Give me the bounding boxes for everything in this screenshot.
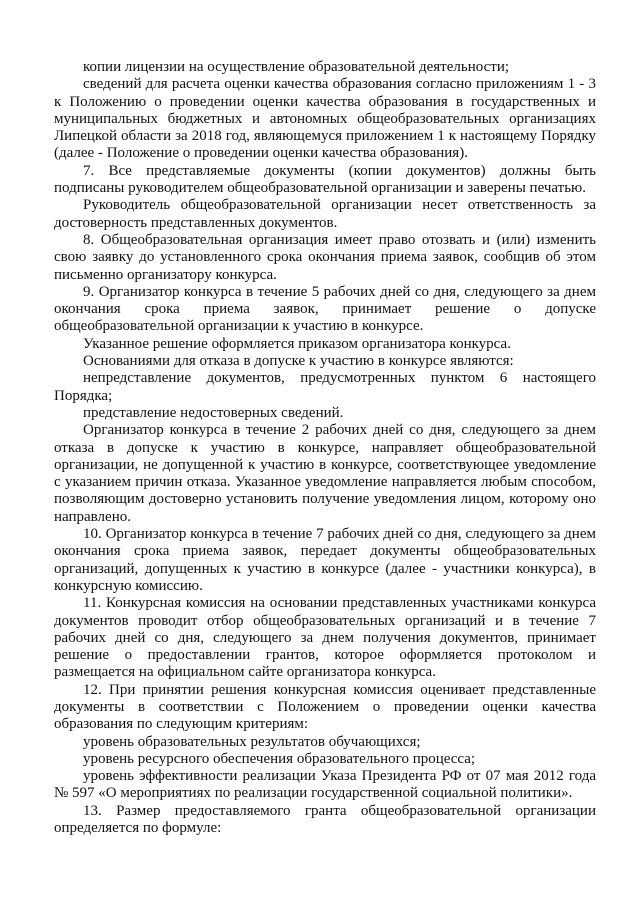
paragraph-item-12: 12. При принятии решения конкурсная комиссия оценивает представленные документы в соответствии с Положением о проведении оценки качества образования по следующим критериям: <box>54 681 596 733</box>
paragraph-criterion-decree: уровень эффективности реализации Указа Президента РФ от 07 мая 2012 года № 597 «О мероприятиях по реализации государственной социальной политики». <box>54 768 596 802</box>
paragraph-quality-data: сведений для расчета оценки качества образования согласно приложениям 1 - 3 к Положению о проведении оценки качества образования в государственных и муниципальных бюджетных и автономных общеобразовательных организациях Липецкой области за 2018 год, являющемуся приложением 1 к настоящему Порядку (далее - Положение о проведении оценки качества образования). <box>54 76 596 162</box>
paragraph-decision-order: Указанное решение оформляется приказом организатора конкурса. <box>83 335 511 352</box>
paragraph-item-13: 13. Размер предоставляемого гранта общеобразовательной организации определяется по формуле: <box>54 802 596 837</box>
paragraph-refusal-grounds: Основаниями для отказа в допуске к участию в конкурсе являются: <box>83 353 514 370</box>
document-page <box>54 59 596 837</box>
paragraph-refusal-false-info: представление недостоверных сведений. <box>83 404 344 421</box>
paragraph-refusal-nondelivery: непредставление документов, предусмотренных пунктом 6 настоящего Порядка; <box>54 370 596 404</box>
paragraph-item-7: 7. Все представляемые документы (копии документов) должны быть подписаны руководителем общеобразовательной организации и заверены печатью. <box>54 162 596 197</box>
paragraph-item-9: 9. Организатор конкурса в течение 5 рабочих дней со дня, следующего за днем окончания срока приема заявок, принимает решение о допуске общеобразовательной организации к участию в конкурсе. <box>54 283 596 335</box>
paragraph-item-10: 10. Организатор конкурса в течение 7 рабочих дней со дня, следующего за днем окончания срока приема заявок, передает документы общеобразовательных организаций, допущенных к участию в конкурсе (далее - участники конкурса), в конкурсную комиссию. <box>54 526 596 594</box>
paragraph-refusal-notice: Организатор конкурса в течение 2 рабочих дней со дня, следующего за днем отказа в допуске к участию в конкурсе, направляет общеобразовательной организации, не допущенной к участию в конкурсе, соответствующее уведомление с указанием причин отказа. Указанное уведомление направляется любым способом, позволяющим достоверно установить получение уведомления лицом, которому оно направлено. <box>54 422 596 525</box>
paragraph-item-8: 8. Общеобразовательная организация имеет право отозвать и (или) изменить свою заявку до установленного срока окончания приема заявок, сообщив об этом письменно организатору конкурса. <box>54 231 596 283</box>
paragraph-criterion-results: уровень образовательных результатов обучающихся; <box>83 733 421 750</box>
paragraph-item-11: 11. Конкурсная комиссия на основании представленных участниками конкурса документов проводит отбор общеобразовательных организаций и в течение 7 рабочих дней со дня, следующего за днем получения документов, принимает решение о предоставлении грантов, которое оформляется протоколом и размещается на официальном сайте организатора конкурса. <box>54 595 596 681</box>
paragraph-license-copies: копии лицензии на осуществление образовательной деятельности; <box>83 59 510 75</box>
paragraph-criterion-resources: уровень ресурсного обеспечения образовательного процесса; <box>83 750 476 767</box>
paragraph-head-responsibility: Руководитель общеобразовательной организации несет ответственность за достоверность представленных документов. <box>54 197 596 231</box>
